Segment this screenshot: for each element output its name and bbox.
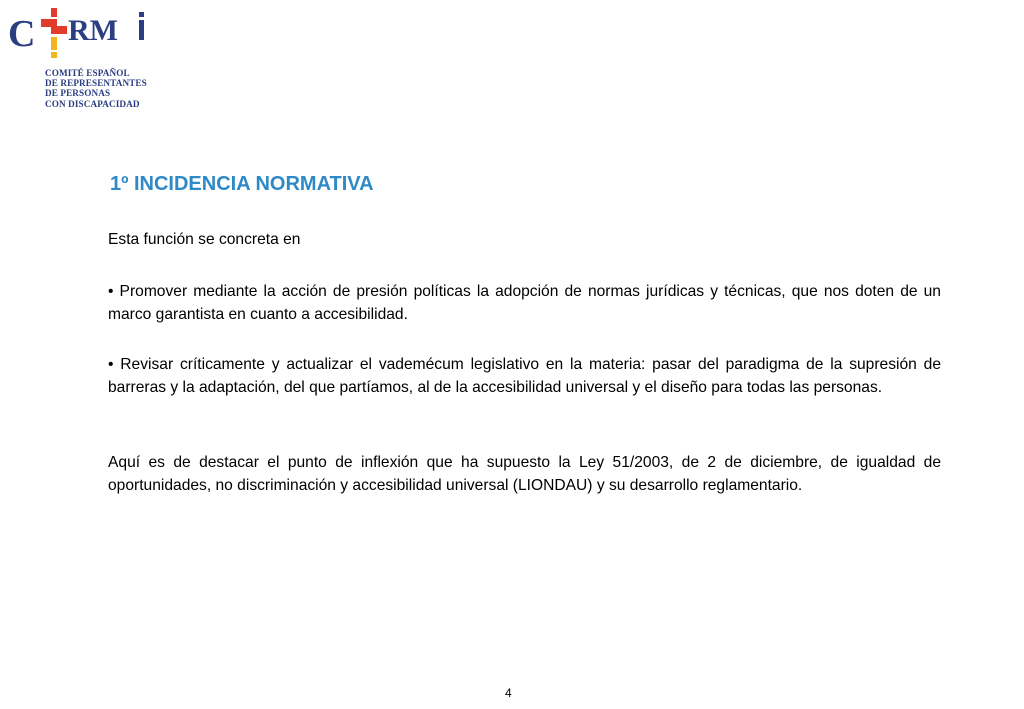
cermi-wordmark [8, 6, 158, 68]
bullet-item: • Revisar críticamente y actualizar el vademécum legislativo en la materia: pasar del paradigma de la supresión de barreras y la adaptación, del que partíamos, al de la accesibilidad universal y el diseño para todas las personas. [108, 356, 941, 396]
logo-subtitle-line: DE REPRESENTANTES [45, 78, 147, 89]
logo-subtitle-line: DE PERSONAS [45, 88, 111, 99]
logo-subtitle [45, 68, 147, 109]
svg-text:RM: RM [68, 14, 118, 47]
svg-text:C: C [8, 13, 36, 55]
page-number: 4 [505, 686, 512, 700]
closing-paragraph: Aquí es de destacar el punto de inflexión que ha supuesto la Ley 51/2003, de 2 de diciembre, de igualdad de oportunidades, no discriminación y accesibilidad universal (LIONDAU) y su desarrollo reglamentario. [108, 454, 941, 494]
logo-subtitle-line: COMITÉ ESPAÑOL [45, 68, 130, 78]
slide-title: 1º INCIDENCIA NORMATIVA [110, 173, 374, 195]
bullet-item: • Promover mediante la acción de presión políticas la adopción de normas jurídicas y técnicas, que nos doten de un marco garantista en cuanto a accesibilidad. [108, 283, 941, 323]
cermi-logo [8, 6, 158, 109]
logo-subtitle-line: CON DISCAPACIDAD [45, 98, 140, 109]
intro-text: Esta función se concreta en [108, 231, 301, 248]
